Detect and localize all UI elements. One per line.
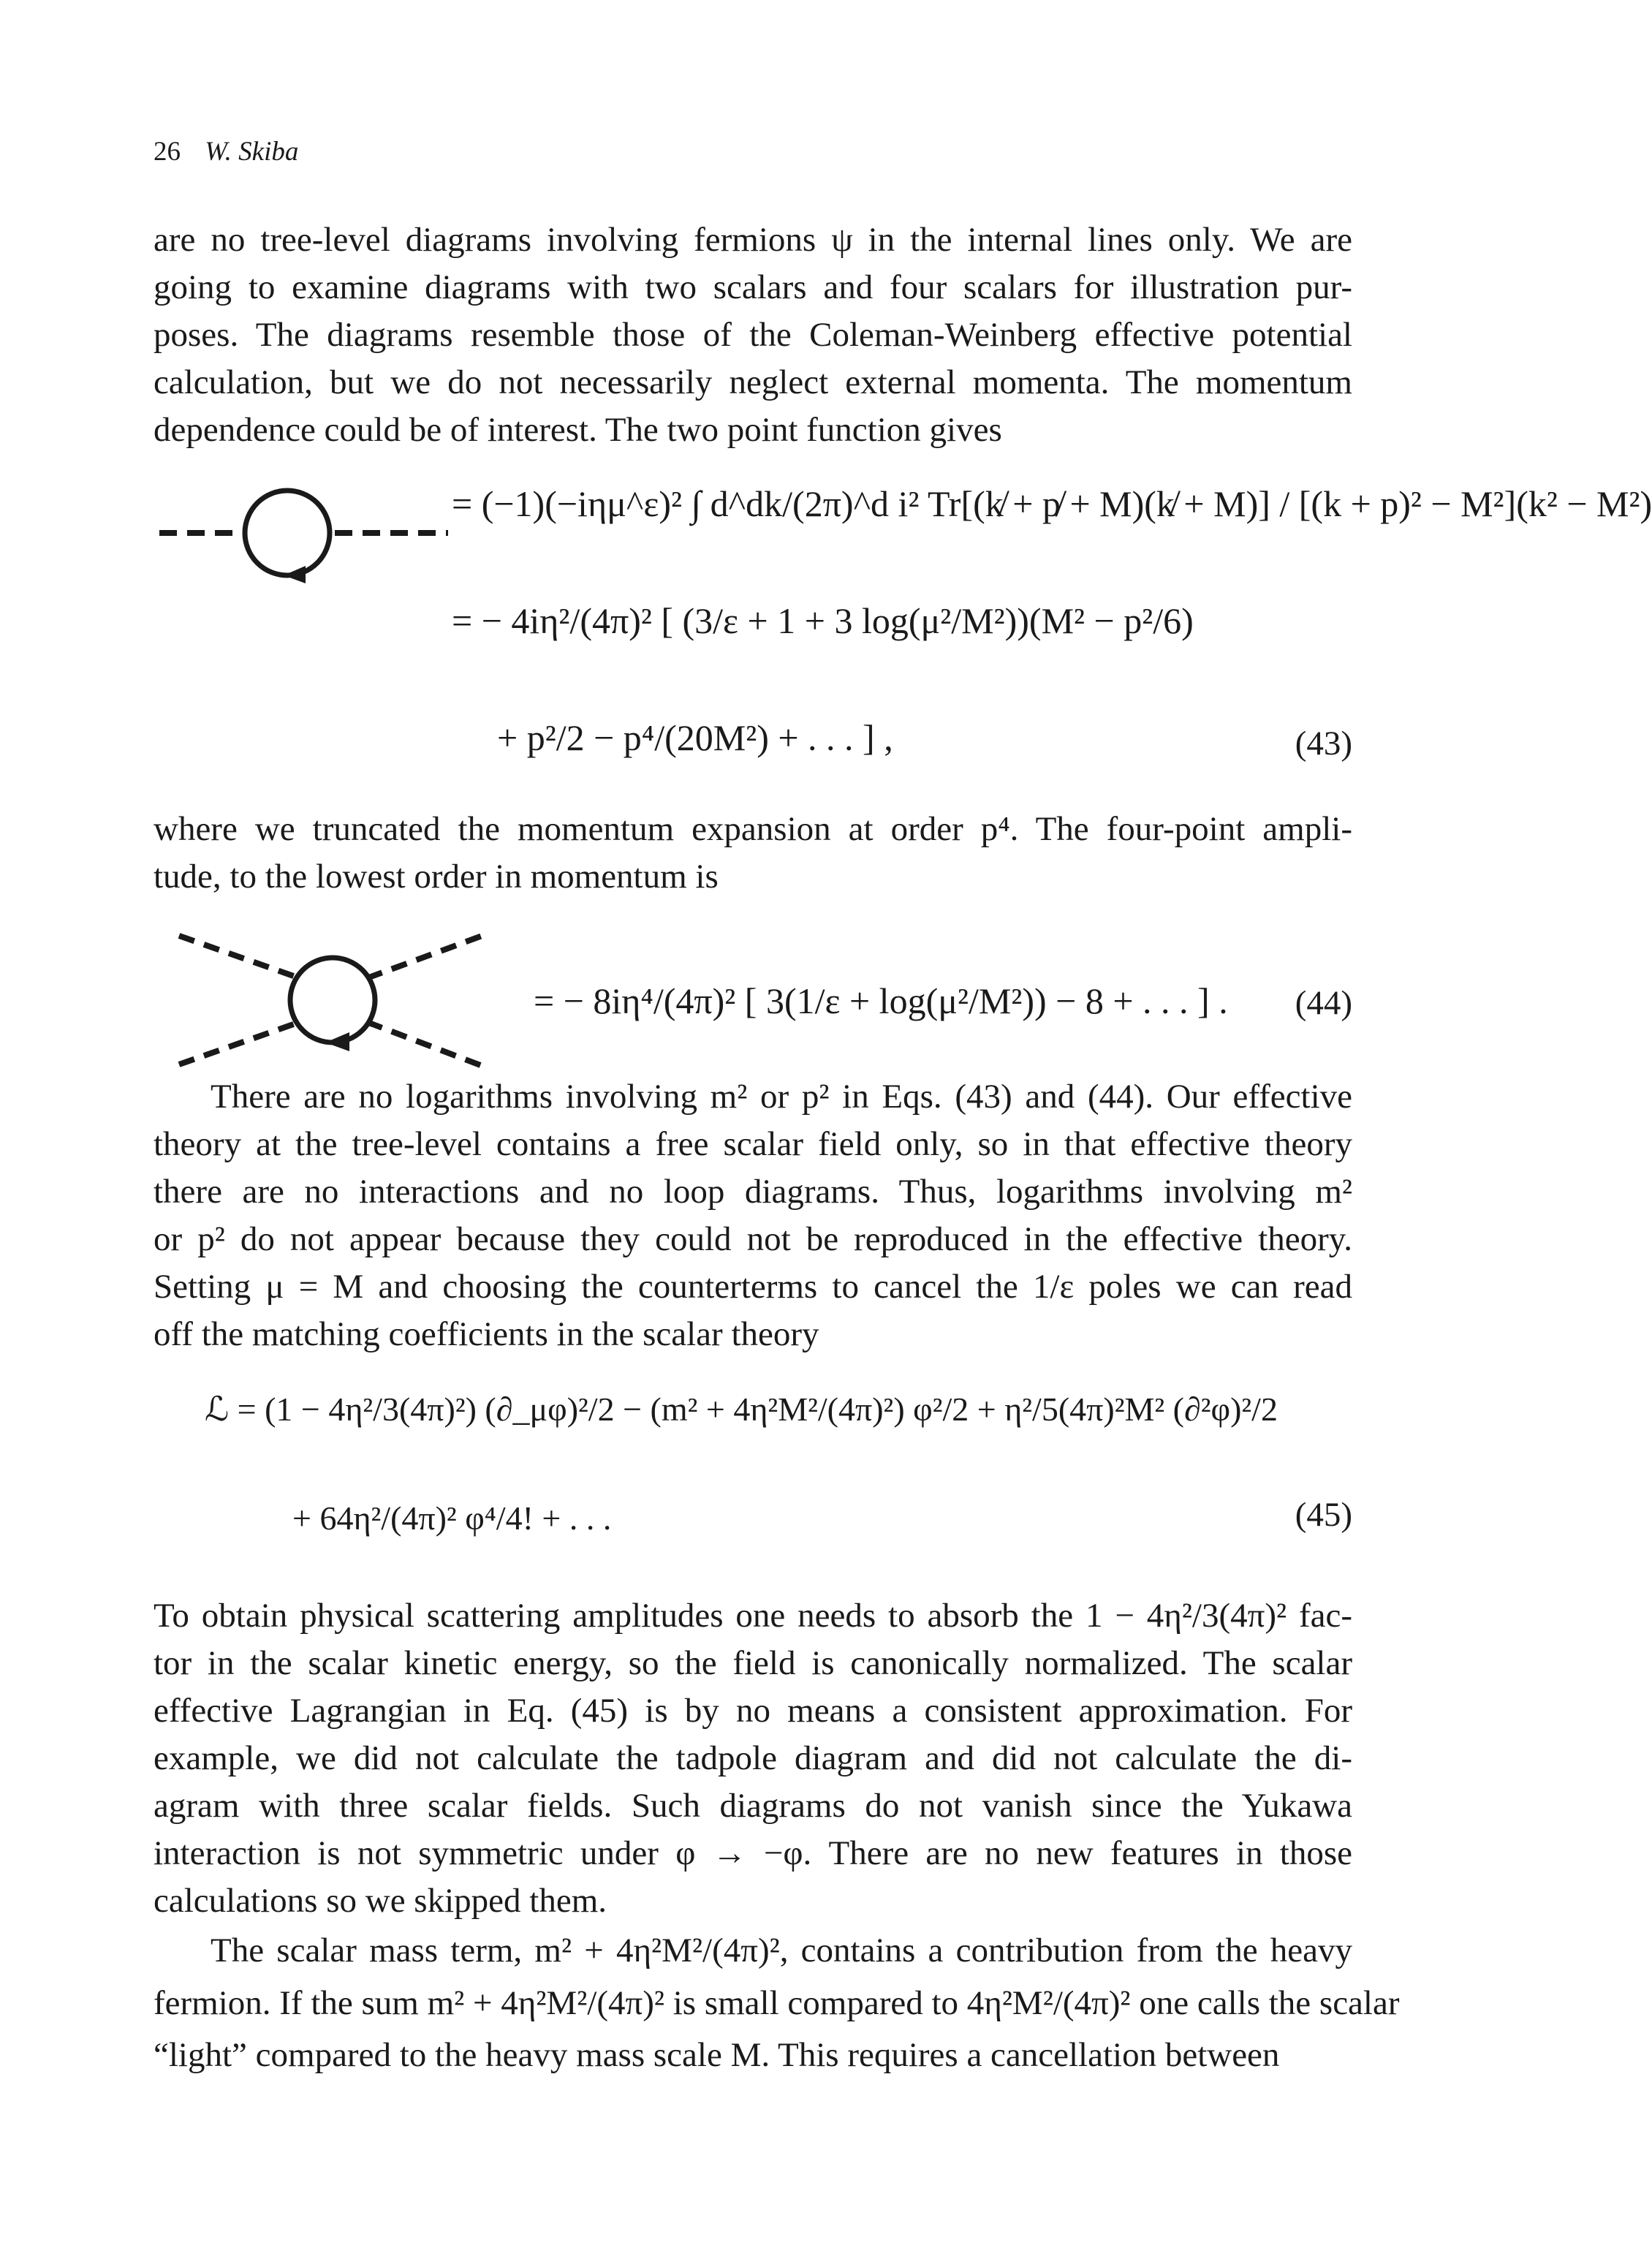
text-line: going to examine diagrams with two scalars and four scalars for illustration pur- xyxy=(154,268,1352,306)
equation-45-line-1: ℒ = (1 − 4η²/3(4π)²) (∂_μφ)²/2 − (m² + 4η²M²/(4π)²) φ²/2 + η²/5(4π)²M² (∂²φ)²/2 xyxy=(205,1390,1278,1428)
text-line: calculations so we skipped them. xyxy=(154,1882,607,1920)
text-line: To obtain physical scattering amplitudes one needs to absorb the 1 − 4η²/3(4π)² fac- xyxy=(154,1597,1352,1635)
text-line: theory at the tree-level contains a free scalar field only, so in that effective theory xyxy=(154,1125,1352,1163)
author-name: W. Skiba xyxy=(205,137,299,167)
text-line: There are no logarithms involving m² or p² in Eqs. (43) and (44). Our effective xyxy=(211,1078,1352,1116)
text-line: calculation, but we do not necessarily neglect external momenta. The momentum xyxy=(154,363,1352,401)
paragraph-3 xyxy=(154,1073,1352,1358)
text-line: tude, to the lowest order in momentum is xyxy=(154,858,719,896)
text-line: The scalar mass term, m² + 4η²M²/(4π)², contains a contribution from the heavy xyxy=(211,1931,1352,1969)
text-line: dependence could be of interest. The two point function gives xyxy=(154,411,1002,449)
text-line: agram with three scalar fields. Such diagrams do not vanish since the Yukawa xyxy=(154,1787,1352,1825)
equation-43-line-2: = − 4iη²/(4π)² [ (3/ε + 1 + 3 log(μ²/M²))(M² − p²/6) xyxy=(452,600,1194,641)
text-line: are no tree-level diagrams involving fermions ψ in the internal lines only. We are xyxy=(154,221,1352,259)
page-number: 26 xyxy=(154,137,181,167)
text-line: where we truncated the momentum expansion at order p⁴. The four-point ampli- xyxy=(154,810,1352,848)
paragraph-2 xyxy=(154,806,1352,901)
text-line: fermion. If the sum m² + 4η²M²/(4π)² is small compared to 4η²M²/(4π)² one calls the scalar xyxy=(154,1984,1400,2022)
text-line: or p² do not appear because they could not be reproduced in the effective theory. xyxy=(154,1220,1352,1258)
equation-43-number: (43) xyxy=(1295,724,1352,763)
text-line: interaction is not symmetric under φ → −φ. There are no new features in those xyxy=(154,1834,1352,1872)
equation-45-number: (45) xyxy=(1295,1496,1352,1534)
text-line: tor in the scalar kinetic energy, so the field is canonically normalized. The scalar xyxy=(154,1644,1352,1682)
text-line: example, we did not calculate the tadpole diagram and did not calculate the di- xyxy=(154,1739,1352,1777)
equation-44: = − 8iη⁴/(4π)² [ 3(1/ε + log(μ²/M²)) − 8 + . . . ] . xyxy=(534,980,1228,1021)
equation-44-number: (44) xyxy=(1295,984,1352,1022)
equation-45-line-2: + 64η²/(4π)² φ⁴/4! + . . . xyxy=(292,1499,612,1537)
equation-43-line-3: + p²/2 − p⁴/(20M²) + . . . ] , xyxy=(497,717,893,758)
paragraph-5 xyxy=(154,1927,1400,2079)
text-line: Setting μ = M and choosing the counterterms to cancel the 1/ε poles we can read xyxy=(154,1268,1352,1306)
text-line: there are no interactions and no loop diagrams. Thus, logarithms involving m² xyxy=(154,1173,1352,1211)
paragraph-1 xyxy=(154,216,1352,454)
text-line: off the matching coefficients in the scalar theory xyxy=(154,1315,819,1353)
text-line: poses. The diagrams resemble those of the Coleman-Weinberg effective potential xyxy=(154,316,1352,354)
running-header xyxy=(154,136,298,167)
two-point-loop-diagram xyxy=(159,488,452,598)
text-line: “light” compared to the heavy mass scale M. This requires a cancellation between xyxy=(154,2036,1280,2074)
equation-43-line-1: = (−1)(−iημ^ε)² ∫ d^dk/(2π)^d i² Tr[(k̸ + p̸ + M)(k̸ + M)] / [(k + p)² − M²](k² − M²) xyxy=(452,483,1652,524)
text-line: effective Lagrangian in Eq. (45) is by no means a consistent approximation. For xyxy=(154,1692,1352,1730)
four-point-loop-diagram xyxy=(175,927,497,1073)
paragraph-4 xyxy=(154,1592,1352,1925)
